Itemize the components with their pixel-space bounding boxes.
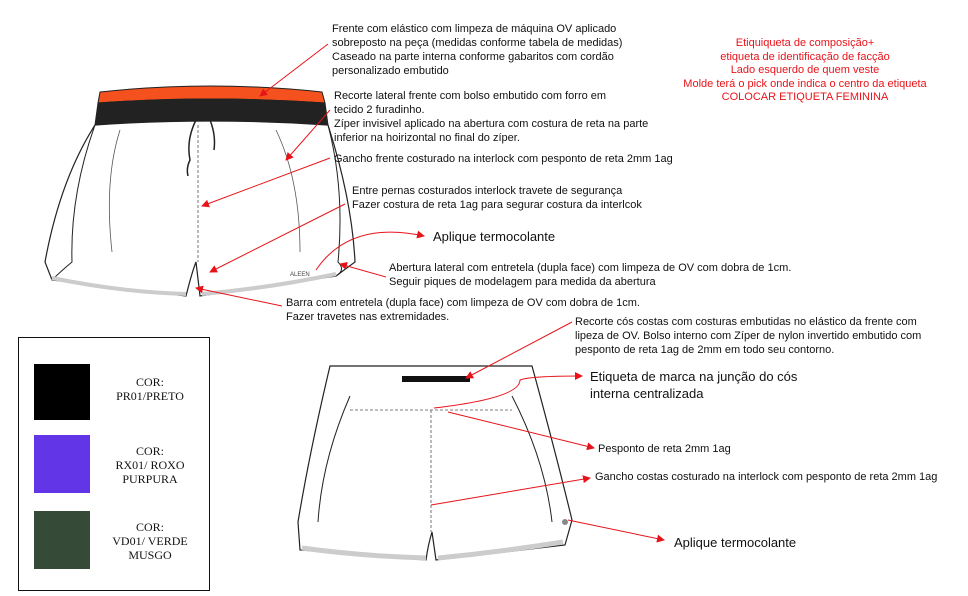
back-shorts xyxy=(298,366,572,560)
brand-mark: ALEEN xyxy=(290,272,310,278)
swatch-label-green: COR: VD01/ VERDE MUSGO xyxy=(112,520,188,562)
note-front-hem: Barra com entretela (dupla face) com limpeza de OV com dobra de 1cm. Fazer travetes nas extremidades. xyxy=(286,297,640,323)
note-front-side-opening: Abertura lateral com entretela (dupla face) com limpeza de OV com dobra de 1cm. Seguir piques de modelagem para medida da abertura xyxy=(389,262,792,288)
back-zipper-pocket xyxy=(402,376,470,382)
swatch-label-purple: COR: RX01/ ROXO PURPURA xyxy=(115,444,185,486)
note-front-applique: Aplique termocolante xyxy=(433,229,556,244)
front-body xyxy=(45,121,355,296)
note-back-label: Etiqueta de marca na junção do cós interna centralizada xyxy=(590,369,798,401)
note-back-applique: Aplique termocolante xyxy=(674,535,797,550)
note-back-crotch: Gancho costas costurado na interlock com pesponto de reta 2mm 1ag xyxy=(595,471,938,483)
note-front-waistband: Frente com elástico com limpeza de máquina OV aplicado sobreposto na peça (medidas conforme tabela de medidas) Caseado na parte interna conforme gabaritos com cordão personalizado embutido xyxy=(332,23,623,77)
arrow-front-side-opening xyxy=(340,264,386,277)
swatch-purple xyxy=(34,435,90,493)
note-front-inseam: Entre pernas costurados interlock travete de segurança Fazer costura de reta 1ag para segurar costura da interlcok xyxy=(352,185,642,211)
color-legend xyxy=(18,337,210,591)
back-body xyxy=(298,366,572,560)
note-back-topstitch: Pesponto de reta 2mm 1ag xyxy=(598,443,731,455)
back-heat-transfer-dot xyxy=(562,519,568,525)
arrow-front-waistband xyxy=(260,44,328,96)
label-instructions-note: Etiquiqueta de composição+ etiqueta de identificação de facção Lado esquerdo de quem veste Molde terá o pick onde indica o centro da etiqueta COLOCAR ETIQUETA FEMININA xyxy=(683,37,927,103)
front-shorts xyxy=(45,86,355,296)
note-front-crotch: Gancho frente costurado na interlock com pesponto de reta 2mm 1ag xyxy=(334,153,673,165)
note-front-side-pocket: Recorte lateral frente com bolso embutido com forro em tecido 2 furadinho. Zíper invisivel aplicado na abertura com costura de reta na parte inferior na hoirizontal no final do zíper. xyxy=(334,90,649,144)
note-back-waistband: Recorte cós costas com costuras embutidas no elástico da frente com lipeza de OV. Bolso interno com Zíper de nylon invertido embutido com pesponto de reta 1ag de 2mm em todo seu contorno. xyxy=(575,316,922,356)
arrow-back-applique xyxy=(568,520,664,540)
swatch-green xyxy=(34,511,90,569)
swatch-label-black: COR: PR01/PRETO xyxy=(116,375,184,403)
swatch-black xyxy=(34,364,90,420)
